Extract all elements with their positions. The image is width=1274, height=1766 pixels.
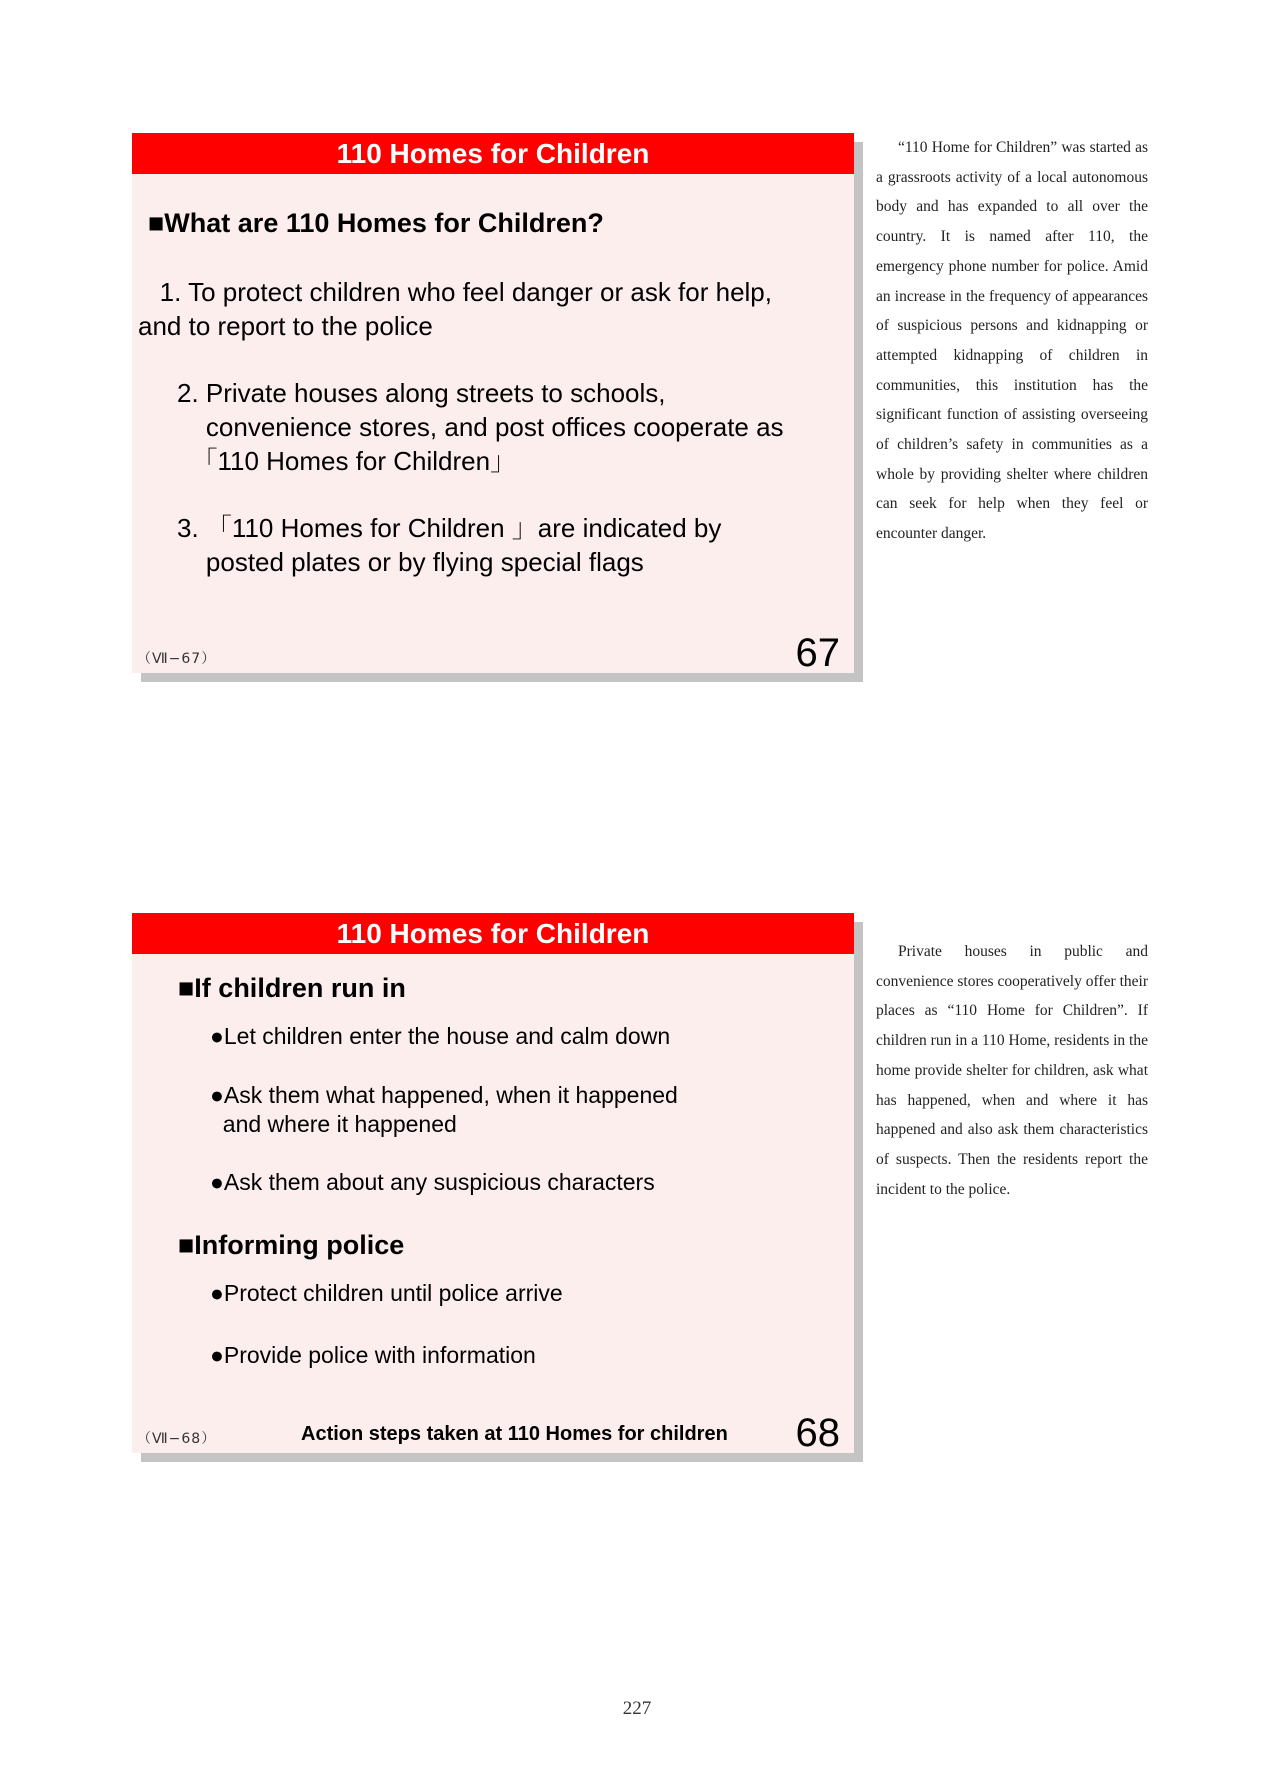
slide-title: 110 Homes for Children [132, 913, 854, 954]
side-commentary-2: Private houses in public and convenience stores cooperatively offer their places as “110 Home for Children”. If children run in a 110 Home, residents in the home provide shelter for children, ask what has happened, when and where it has happened and also ask them characteristics of suspects. Then the residents report the incident to the police. [876, 943, 1148, 1198]
slide-heading: ■What are 110 Homes for Children? [148, 208, 604, 238]
slide-number: 67 [795, 631, 840, 675]
section-heading-run-in: ■If children run in [178, 973, 406, 1003]
page-number: 227 [622, 1698, 652, 1719]
slide-caption: Action steps taken at 110 Homes for children [301, 1423, 728, 1445]
slide-67 [132, 133, 854, 673]
slide-title: 110 Homes for Children [132, 133, 854, 174]
list-item-2: 2. Private houses along streets to schools, convenience stores, and post offices cooperate as 「110 Homes for Children」 [177, 378, 784, 476]
side-commentary-1: “110 Home for Children” was started as a grassroots activity of a local autonomous body and has expanded to all over the country. It is named after 110, the emergency phone number for police. Amid an increase in the frequency of appearances of suspicious persons and kidnapping or attempted kidnapping of children in communities, this institution has the significant function of assisting overseeing of children’s safety in communities as a whole by providing shelter where children can seek for help when they feel or encounter danger. [876, 139, 1148, 543]
list-item-1: 1. To protect children who feel danger or ask for help, and to report to the police [138, 277, 772, 341]
slide-number: 68 [795, 1411, 840, 1455]
list-item-3: 3. 「110 Homes for Children 」are indicated by posted plates or by flying special flags [177, 513, 722, 577]
slide-code: （Ⅶ−68） [137, 1431, 217, 1447]
bullet-item-5: ●Provide police with information [210, 1342, 536, 1368]
bullet-item-4: ●Protect children until police arrive [210, 1280, 563, 1306]
slide-68 [132, 913, 854, 1453]
section-heading-informing: ■Informing police [178, 1230, 405, 1260]
bullet-item-1: ●Let children enter the house and calm down [210, 1023, 671, 1049]
slide-code: （Ⅶ−67） [137, 651, 217, 667]
bullet-item-2: ●Ask them what happened, when it happened and where it happened [210, 1082, 678, 1137]
bullet-item-3: ●Ask them about any suspicious characters [210, 1169, 655, 1195]
